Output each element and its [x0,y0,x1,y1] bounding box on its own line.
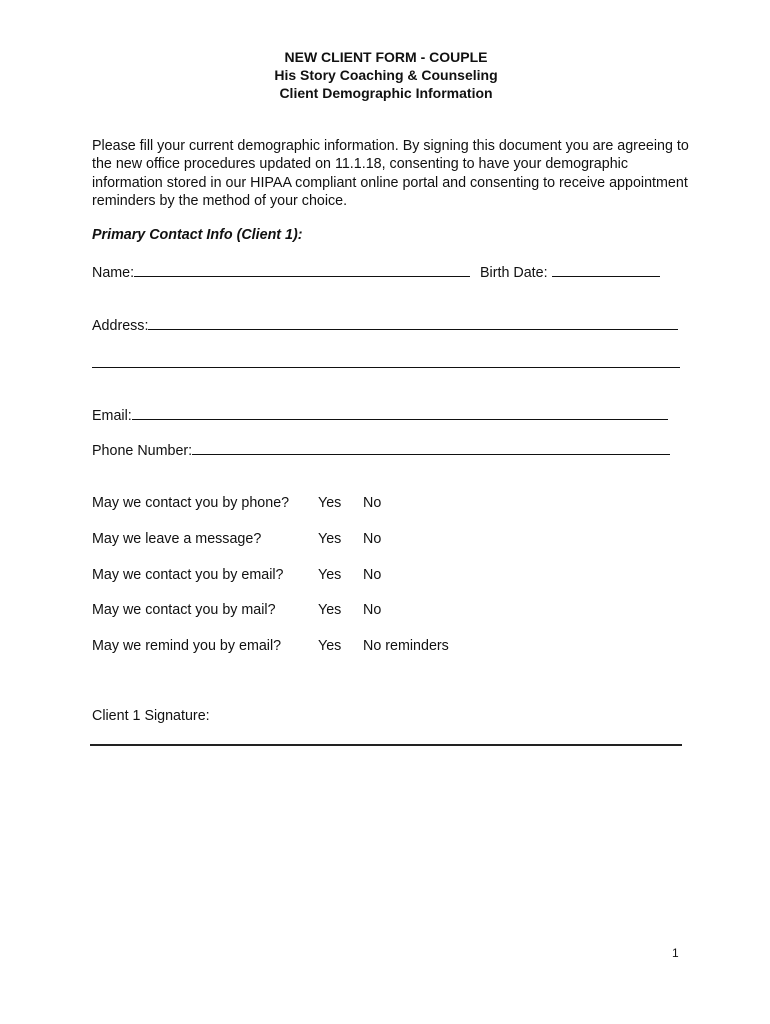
email-field-row [92,405,668,425]
address-label: Address: [92,318,149,334]
yes-option[interactable]: Yes [318,638,342,654]
no-reminders-option[interactable]: No reminders [363,638,449,654]
form-title: NEW CLIENT FORM - COUPLE [284,49,488,65]
signature-label: Client 1 Signature: [92,708,210,724]
question-text: May we contact you by email? [92,567,284,583]
intro-paragraph: Please fill your current demographic information. By signing this document you are agreeing to the new office procedures updated on 11.1.18, consenting to have your demographic information stored in our HIPAA compliant online portal and consenting to receive appointment reminders by the method of your choice. [92,138,689,210]
yes-option[interactable]: Yes [318,567,342,583]
yes-option[interactable]: Yes [318,495,342,511]
email-label: Email: [92,408,132,424]
address-field-row [92,315,678,335]
address-second-line[interactable] [92,367,680,368]
no-option[interactable]: No [363,567,382,583]
phone-field-row [92,440,670,460]
name-input-line[interactable] [134,262,470,277]
phone-input-line[interactable] [192,440,670,455]
name-label: Name: [92,265,135,281]
birth-date-field-row [480,262,660,282]
question-text: May we contact you by phone? [92,495,290,511]
form-subtitle: Client Demographic Information [279,85,493,101]
name-field-row [92,262,470,282]
page-number: 1 [672,946,679,960]
question-text: May we remind you by email? [92,638,282,654]
yes-option[interactable]: Yes [318,602,342,618]
birth-date-input-line[interactable] [552,262,660,277]
no-option[interactable]: No [363,531,382,547]
organization-name: His Story Coaching & Counseling [274,67,498,83]
phone-label: Phone Number: [92,443,193,459]
form-header [0,48,770,102]
address-input-line[interactable] [148,315,678,330]
yes-option[interactable]: Yes [318,531,342,547]
no-option[interactable]: No [363,495,382,511]
email-input-line[interactable] [132,405,668,420]
section-title-primary-contact: Primary Contact Info (Client 1): [92,227,303,243]
question-text: May we leave a message? [92,531,262,547]
birth-date-label: Birth Date: [480,265,548,281]
question-text: May we contact you by mail? [92,602,276,618]
signature-line[interactable] [90,744,682,746]
no-option[interactable]: No [363,602,382,618]
